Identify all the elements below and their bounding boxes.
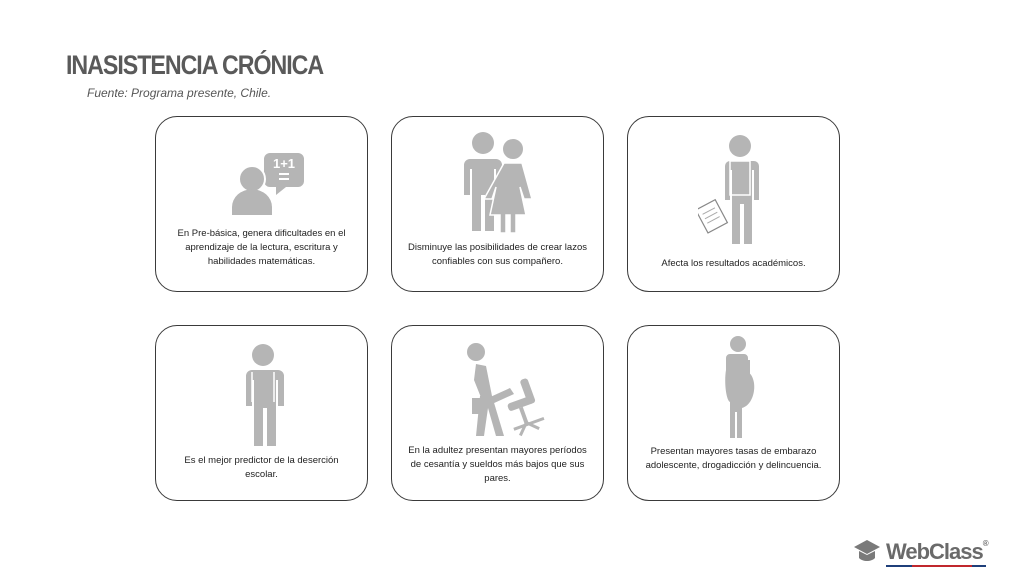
graduation-cap-icon — [852, 537, 882, 567]
student-backpack-icon — [238, 342, 288, 450]
logo-underline-accent — [912, 565, 972, 567]
man-kicking-chair-icon — [464, 340, 554, 442]
card-prebasica — [155, 116, 368, 292]
card-academicos — [627, 116, 840, 292]
logo-name: WebClass — [886, 539, 983, 564]
student-with-book-icon — [698, 133, 768, 249]
math-label: 1+1 — [272, 156, 296, 171]
student-math-bubble-icon — [230, 149, 310, 219]
card-text: En la adultez presentan mayores períodos de cesantía y sueldos más bajos que sus pares. — [408, 445, 587, 484]
registered-mark: ® — [982, 539, 988, 548]
webclass-logo — [852, 535, 992, 569]
card-text: En Pre-básica, genera dificultades en el aprendizaje de la lectura, escritura y habilidades matemáticas. — [177, 228, 346, 267]
card-text: Disminuye las posibilidades de crear lazos confiables con sus compañero. — [407, 242, 587, 267]
card-adultez — [391, 325, 604, 501]
pregnant-teen-icon — [718, 334, 758, 440]
card-desercion — [155, 325, 368, 501]
page-title: INASISTENCIA CRÓNICA — [66, 50, 324, 80]
card-text: Afecta los resultados académicos. — [661, 258, 806, 269]
card-lazos — [391, 116, 604, 292]
logo-text — [886, 539, 988, 565]
two-children-icon — [458, 129, 538, 237]
card-text: Es el mejor predictor de la deserción escolar. — [184, 455, 339, 480]
card-embarazo — [627, 325, 840, 501]
page-subtitle: Fuente: Programa presente, Chile. — [87, 86, 272, 100]
card-text: Presentan mayores tasas de embarazo adolescente, drogadicción y delincuencia. — [645, 446, 822, 471]
